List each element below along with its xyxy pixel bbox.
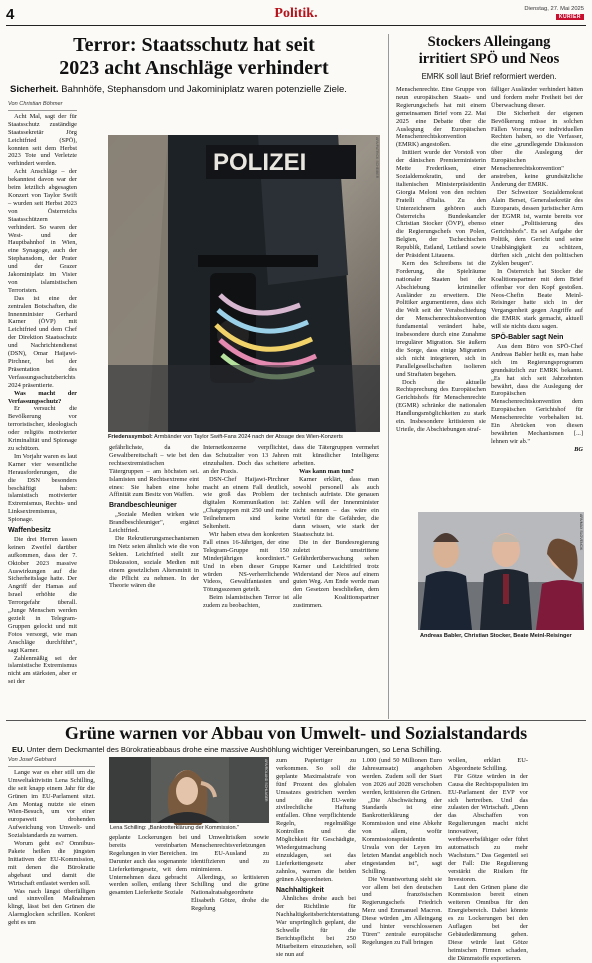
article3-lede-text: Unter dem Deckmantel des Bürokratieabbaus drohe eine massive Aushöhlung wichtiger Vereinbarungen, so Lena Schilling. bbox=[24, 745, 442, 754]
article3-column-2 bbox=[109, 834, 187, 897]
author-initials: BG bbox=[574, 445, 583, 453]
article3-column-1 bbox=[8, 757, 95, 927]
paragraph: zum Papiertiger zu verkommen. So soll die geplante Maximalstrafe von fünf Prozent des globalen Umsatzes gestrichen werden und die EU-weite zivilrechtliche Haftung entfallen. Ohne verpflichtende Regeln, regelmäßige Kontrollen und die Möglichkeit für Geschädigte, Wiedergutmachung einzuklagen, sei das Lieferkettengesetz aber zahnlos, warnen die beiden grünen Abgeordneten. bbox=[276, 757, 356, 883]
paragraph: Er versucht die Bevölkerung vor terroristischer, ideologisch oder religiös motivierter Kriminalität und Spionage zu schützen. bbox=[8, 405, 77, 452]
article3-lede bbox=[12, 745, 588, 754]
issue-date: Dienstag, 27. Mai 2025 bbox=[524, 6, 584, 12]
article1-photo-police bbox=[108, 135, 380, 432]
article3-photo-caption bbox=[110, 825, 270, 831]
photo-credit: APA/ROLAND SCHLAGER bbox=[264, 759, 268, 802]
article2-photo-politicians bbox=[418, 512, 584, 630]
paragraph: Was nach längst überfälligen und sinnvollen Maßnahmen klingt, lässt bei den Grünen die Alarmglocken schrillen. Konkret geht es um bbox=[8, 887, 95, 927]
article3-headline: Grüne warnen vor Abbau von Umwelt- und Sozialstandards bbox=[64, 723, 528, 743]
police-photo-illustration bbox=[108, 135, 380, 432]
paragraph: Für Götze würden in der Causa die Rechtspopulisten im EU-Parlament der EVP vor sich hertreiben. Und das zulasten der Wirtschaft. „Denn das Abschaffen von Regulierungen macht nicht innovativer, wettbewerbsfähiger oder führt automatisch zu mehr Wachstum." Das Gegenteil sei der Fall: Die Regulierung verstärkt die Risiken für Investoren. bbox=[448, 772, 528, 883]
article1-headline-line2: 2023 acht Anschläge verhindert bbox=[59, 57, 329, 79]
paragraph-text: Menschenrechte. Eine Gruppe von neun europäischen Staats- und Regierungschefs hat mit einem gemeinsamen Brief vom 22. Mai 2025 eine Debatte über die Auslegung der Europäischen Menschenrechtskonvention (EMRK) angestoßen. bbox=[396, 86, 486, 149]
caption-text: „Bankrotterklärung der Kommission." bbox=[146, 825, 240, 831]
paragraph: Die in der Bundesregierung zuletzt umstrittene Gefährderüberwachung sehen Karner und Leichtfried trotz Widerstand der Neos auf einem guten Weg. Am Ende werde man den Gesetzen beschließen, dem alle Koalitionspartner zustimmen. bbox=[293, 538, 379, 610]
article2-lede: EMRK soll laut Brief reformiert werden. bbox=[421, 72, 557, 81]
paragraph: Worum geht es? Omnibus-Pakete heißen die jüngsten Initiativen der EU-Kommission, mit denen die Bürokratie abgebaut und damit die Wirtschaft entlastet werden soll. bbox=[8, 840, 95, 887]
paragraph: Zahlenmäßig sei der islamistische Extremismus nicht am stärksten, aber er sei der bbox=[8, 654, 77, 686]
article3-column-4 bbox=[276, 757, 361, 958]
paragraph: Initiiert wurde der Vorstoß von der dänischen Premierministerin Mette Frederiksen, einer Sozialdemokratin, und der italienischen Ministerpräsidentin Giorgia Meloni von den rechten Fratelli d'Italia. Zu den Unterzeichnern gehören auch Österreichs Bundeskanzler Christian Stocker (ÖVP), ebenso die Regierungschefs von Polen, Belgien, der Tschechischen Republik, Estland, Lettland sowie der Präsident Litauens. bbox=[396, 149, 486, 260]
paragraph: geplante Lockerungen bei bereits vereinbarten Regelungen in vier Bereichen. Darunter auch das sogenannte Lieferkettengesetz, wit dem Unternehmen dazu gebracht werden sollen, entlang ihrer gesamten Lieferkette Soziale bbox=[109, 834, 187, 897]
article1-headline bbox=[8, 34, 380, 80]
column-divider bbox=[388, 34, 389, 719]
paragraph: Was macht der Verfassungsschutz? bbox=[8, 389, 77, 405]
article3-column-6 bbox=[448, 757, 528, 962]
paragraph: Kern des Schreibens ist die Forderung, die Spielräume nationaler Staaten bei der Abschiebung krimineller Ausländer zu erweitern. Die Politiker argumentieren, dass sich die Welt seit der Verabschiedung der Menschenrechtskonvention fundamental verändert habe, insbesondere durch eine Zunahme irregulärer Migration. Sie äußern die Sorge, dass einige Migranten sich nicht integrieren, sich in Parallelgesellschaften isolieren und Straftaten begehen. bbox=[396, 259, 486, 378]
paragraph: wollen, erklärt EU-Abgeordnete Schilling. bbox=[448, 757, 528, 772]
paragraph: Wir haben etwa den konkreten Fall eines 16-Jährigen, der eine Telegram-Gruppe mit 150 Minderjährigen koordiniert." Und in eben dieser Gruppe würden NS-verherrlichende Videos, Gewaltfantasien und Tötungsszenen geteilt. bbox=[203, 530, 289, 594]
article1-author: Von Christian Böhmer bbox=[8, 101, 77, 111]
subhead-waffenbesitz: Waffenbesitz bbox=[8, 527, 51, 535]
article1-lede-keyword: Sicherheit. bbox=[10, 84, 59, 95]
article1-column-3 bbox=[203, 444, 289, 709]
paragraph: DSN-Chef Haijawi-Pirchner macht an einem Fall deutlich, wie groß das Problem der digitalen Kommunikation ist: „Chatgruppen mit 250 und mehr Teilnehmern sind keine Seltenheit. bbox=[203, 475, 289, 531]
paragraph: Beim islamistischen Terror ist zudem zu beobachten, bbox=[203, 594, 289, 610]
paragraph: Die Rekrutierungsmechanismen im Netz seien ähnlich wie die von Sekten. Leichtfried stellt zur Diskussion, soziale Medien mit einem gesetzlichen Altersminit in die Pflicht zu nehmen. In der Theorie wären die bbox=[109, 534, 199, 590]
page-number: 4 bbox=[6, 6, 15, 23]
photo-credit: APA/PATRICK SCHEIBER bbox=[375, 137, 379, 179]
article2-headline bbox=[394, 34, 584, 68]
article3-photo-schilling bbox=[109, 757, 269, 823]
paragraph: In Österreich hat Stocker die Koalitionspartner mit dem Brief offenbar vor den Kopf gestoßen. Neos-Chefin Beate Meinl-Reisinger hatte sich in der Vergangenheit gegen Angriffe auf die EMRK stark gemacht, aktuell will sie nichts dazu sagen. bbox=[491, 267, 583, 331]
article1-lede bbox=[10, 84, 382, 95]
paragraph: gefährlichste, da die Gewaltbereitschaft – wie bei den rechtsextremistischen Tätergruppen – am höchsten sei. Islamisten und Rechtsextreme eint eines: Sie haben eine hohe Affinität zum Besitz von Waffen. bbox=[109, 444, 199, 499]
paragraph: „Soziale Medien wirken wie Brandbeschleuniger", ergänzt Leichtfried. bbox=[109, 511, 199, 535]
subhead-brandbeschleuniger: Brandbeschleuniger bbox=[109, 502, 177, 510]
header-rule bbox=[6, 25, 586, 26]
paragraph: Die drei Herren lassen keinen Zweifel darüber aufkommen, dass der 7. Oktober 2023 massive Auswirkungen auf die Sicherheitslage hatte. Der Angriff der Hamas auf Israel erhöhte die Terrorgefahr überall. „Junge Menschen werden gezielt in Telegram-Gruppen gelockt und mit Fotos versorgt, wie man Anschläge durchführt", sagt Karner. bbox=[8, 535, 77, 654]
paragraph: Laut den Grünen plane die Kommission bereit einen weiteren Omnibus für den Energiebereich. Dabei könnte es zu Lockerungen bei den Auflagen bei der Gebäudedämmung gehen. Diese würde laut Götze heimischen Firmen schaden, die Dämmstoffe exportieren. bbox=[448, 883, 528, 962]
paragraph: Was kann man tun? bbox=[299, 467, 354, 475]
paragraph: Ähnliches drohe auch bei der Richtlinie für Nachhaltigkeitsberichterstattung. War ursprünglich geplant, die Schwelle für die Berichtspflicht bei 250 Mitarbeitern einzuziehen, soll sie nun auf bbox=[276, 895, 361, 958]
paragraph: Die Sicherheit der eigenen Bevölkerung müsse in solchen Fällen Vorrang vor individuellen Rechten haben, so die Verfasser, die eine „grundlegende Diskussion über die Auslegung der Europäischen Menschenrechtskonvention" anstreben, keine grundsätzliche Änderung der EMRK. bbox=[491, 109, 583, 188]
subhead-spoe-babler: SPÖ-Babler sagt Nein bbox=[491, 334, 564, 342]
paragraph: Internetkonzerne verpflichtet, das Schutzalter von 13 Jahren einzuhalten. Doch das scheitere an der Praxis. bbox=[203, 444, 289, 475]
caption-text: Armbänder von Taylor Swift-Fans 2024 nach der Absage des Wien-Konzerts bbox=[152, 434, 343, 440]
paragraph: Aus dem Büro von SPÖ-Chef Andreas Babler heißt es, man habe sich im Regierungsprogramm grundsätzlich zur EMRK bekannt. „Es hat sich seit Jahrzehnten bewährt, dass die Auslegung der Europäischen Menschenrechtskonvention dem Europäischen Gerichtshof für Menschenrechte vorbehalten ist. Ein Abrücken von diesen bewährten Mechanismen [...] lehnen wir ab." bbox=[491, 343, 583, 445]
police-patch-text: POLIZEI bbox=[213, 149, 307, 176]
article2-photo-caption: Andreas Babler, Christian Stocker, Beate Meinl-Reisinger bbox=[420, 633, 572, 639]
article3-column-5 bbox=[362, 757, 442, 946]
article2-column-1 bbox=[396, 86, 486, 505]
article3-column-3 bbox=[191, 834, 269, 913]
politicians-photo-illustration bbox=[418, 512, 584, 630]
paragraph: dass die Tätergruppen vermehrt mit künstlicher Intelligenz arbeiten. bbox=[293, 444, 379, 467]
article3-lede-keyword: EU. bbox=[12, 745, 25, 754]
article1-lede-text: Bahnhöfe, Stephansdom und Jakominiplatz waren potenzielle Ziele. bbox=[58, 84, 347, 95]
paragraph: 1.000 (und 50 Millionen Euro Jahresumsatz) angehoben werden. Zudem soll der Start von 2026 auf 2028 verschoben werden, kritisieren die Grünen. bbox=[362, 757, 442, 796]
section-label: Politik. bbox=[274, 6, 318, 21]
paragraph: Acht Mal, sagt der für Staatsschutz zuständige Staatssekretär Jörg Leichtfried (SPÖ), konnten seit dem Herbst 2023 Tote und Verletzte verhindert werden. bbox=[8, 112, 77, 168]
photo-credit: APA/MAX SLOVENCIK bbox=[579, 514, 583, 551]
paragraph: Lange war es eher still um die Umweltaktivistin Lena Schilling, die seit knapp einem Jahr für die Grünen im EU-Parlament sitzt. Am Montag nutzte sie einen Wien-Besuch, um vor einer europaweit drohenden Aufweichung von Umwelt- und Sozialstandards zu warnen. bbox=[8, 768, 95, 840]
paragraph: und Umweltrisiken sowie Menschenrechtsverletzungen im EU-Ausland zu identifizieren und zu minimieren. bbox=[191, 834, 269, 873]
paragraph: Im Vorjahr waren es laut Karner vier wesentliche Herausforderungen, die die DSN besonders beschäftigt haben: islamistisch motivierter Extremismus, Rechts- und Linksextremismus, Spionage. bbox=[8, 452, 77, 524]
article1-headline-line1: Terror: Staatsschutz hat seit bbox=[73, 34, 315, 56]
paragraph: „Die Abschwächung der Standards ist eine Bankrotterklärung der Kommission und eine Abkehr von allem, wofür Kommissionspräsidentin Ursula von der Leyen im letzten Mandat angeblich noch eingestanden ist", sagt Schilling. bbox=[362, 796, 442, 875]
section-rule bbox=[6, 720, 586, 721]
schilling-photo-illustration bbox=[109, 757, 269, 823]
subhead-nachhaltigkeit: Nachhaltigkeit bbox=[276, 886, 324, 894]
paragraph bbox=[396, 86, 486, 149]
paragraph: Die Verantwortung sieht sie vor allem bei den deutschen und französischen Regierungschefs Friedrich Merz und Emmanuel Macron. Diese würden „im Alleingang und hinter verschlossenen Türen" zentrale europäische Regelungen zu Fall bringen bbox=[362, 875, 442, 946]
caption-keyword: Lena Schilling: bbox=[110, 825, 147, 831]
article1-column-4 bbox=[293, 444, 379, 709]
article1-column-1 bbox=[8, 101, 77, 708]
paragraph: Doch die aktuelle Rechtsprechung des Europäischen Gerichtshofs für Menschenrechte (EGMR) schränke die nationalen Handlungsmöglichkeiten zu stark ein. Insbesondere kritisieren sie Urteile, die Abschiebungen straf- bbox=[396, 378, 486, 433]
article1-column-2 bbox=[109, 444, 199, 709]
paragraph: fälliger Ausländer verhindert hätten und fordern mehr Freiheit bei der Überwachung dieser. bbox=[491, 86, 583, 109]
paragraph: Acht Anschläge – der bekanntest davon war der beim letztlich abgesagten Konzert von Taylor Swift – wurden seit Herbst 2023 von Österreichs Staatsschützern verhindert. So waren der West- und der Hauptbahnhof in Wien, eine Synagoge, auch der Stephansdom, der Prater und der Grazer Jakominiplatz im Visier von islamistischen Terroristen. bbox=[8, 168, 77, 294]
brand-logo: KURIER bbox=[556, 14, 584, 20]
paragraph: Der Schweizer Sozialdemokrat Alain Berset, Generalsekretär des Europarats, dessen juristischer Arm der EGMR ist, warnte bereits vor einer „Politisierung des Gerichtshofs". Es sei Aufgabe der Politik, dem Gericht und seine Unabhängigkeit zu schützen, dürften sich „nicht den politischen Zyklen beugen". bbox=[491, 188, 583, 267]
paragraph: Allerdings, so kritisieren Schilling und die grüne Nationalratsabgeordnete Elisabeth Götze, drohe die Regelung bbox=[191, 873, 269, 913]
article1-photo-caption bbox=[108, 434, 380, 440]
article2-headline-line2: irritiert SPÖ und Neos bbox=[418, 51, 560, 67]
article3-author: Von Josef Gebhard bbox=[8, 757, 95, 767]
paragraph: Das ist eine der zentralen Botschaften, die Innenminister Gerhard Karner (ÖVP) mit Leichtfried und dem Chef der Direktion Staatsschutz und Nachrichtendienst (DSN), Omar Haijawi-Pirchner, bei der Präsentation des Verfassungsschutzberichts 2024 präsentierte. bbox=[8, 294, 77, 389]
caption-keyword: Friedenssymbol: bbox=[108, 434, 153, 440]
article2-column-2 bbox=[491, 86, 583, 505]
article2-headline-line1: Stockers Alleingang bbox=[427, 34, 551, 50]
paragraph: Karner erklärt, dass man sowohl personell als auch technisch aufrüste. Die genauen Zahlen will der Innenminister nicht nennen – das wäre ein Vorteil für die Gefährder, die dann wissen, wie stark der Staatsschutz ist. bbox=[293, 475, 379, 538]
